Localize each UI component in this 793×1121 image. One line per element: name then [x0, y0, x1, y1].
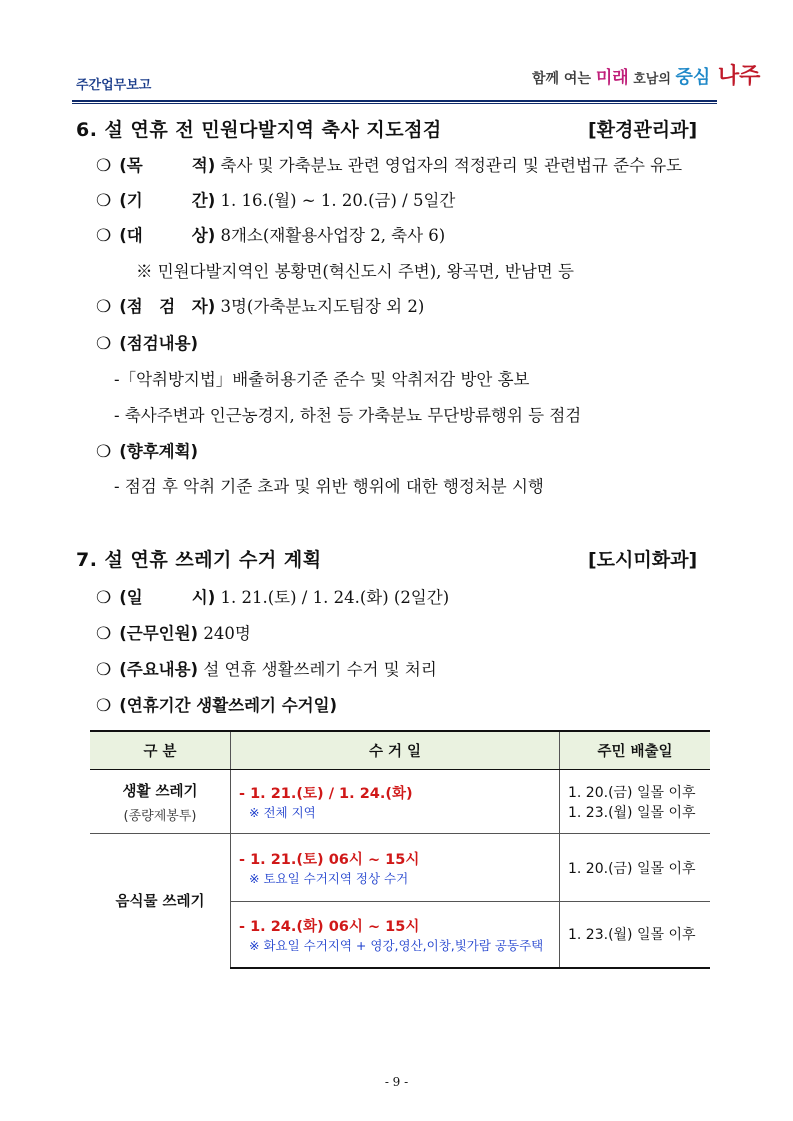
content-label: (점검내용)	[119, 334, 199, 353]
circle-bullet-icon: ❍	[96, 442, 112, 462]
circle-bullet-icon: ❍	[96, 297, 112, 317]
circle-bullet-icon: ❍	[96, 191, 112, 211]
main-label: (주요내용)	[119, 660, 199, 679]
table-header-row	[90, 731, 710, 770]
collection-cell	[231, 834, 560, 902]
section6-target	[96, 222, 445, 246]
section7-staff	[96, 620, 251, 644]
section6-period	[96, 187, 455, 211]
purpose-label: (목 적)	[119, 156, 216, 175]
city-slogan-logo	[532, 55, 761, 97]
staff-label: (근무인원)	[119, 624, 199, 643]
circle-bullet-icon: ❍	[96, 696, 112, 716]
collection-cell	[231, 770, 560, 834]
holiday-label: (연휴기간 생활쓰레기 수거일)	[119, 696, 338, 715]
period-label: (기 간)	[119, 191, 216, 210]
target-text: 8개소(재활용사업장 2, 축사 6)	[220, 226, 446, 245]
circle-bullet-icon: ❍	[96, 156, 112, 176]
section6-dept: [환경관리과]	[588, 119, 698, 141]
section6-plan-heading	[96, 438, 198, 462]
header-discharge-date: 주민 배출일	[560, 731, 711, 770]
plan-label: (향후계획)	[119, 442, 199, 461]
plan-item: - 점검 후 악취 기준 초과 및 위반 행위에 대한 행정처분 시행	[114, 477, 544, 496]
target-label: (대 상)	[119, 226, 216, 245]
section6-purpose	[96, 152, 682, 176]
category-name: 생활 쓰레기	[122, 783, 198, 800]
collection-date: - 1. 24.(화) 06시 ~ 15시	[239, 918, 420, 935]
discharge-date: 1. 23.(월) 일몰 이후	[568, 927, 696, 944]
inspector-label: (점 검 자)	[119, 297, 216, 316]
collection-note: ※ 전체 지역	[249, 805, 316, 820]
discharge-cell	[560, 902, 711, 968]
circle-bullet-icon: ❍	[96, 334, 112, 354]
section6-inspector	[96, 293, 424, 317]
collection-schedule-table	[90, 730, 710, 969]
collection-date: - 1. 21.(토) 06시 ~ 15시	[239, 852, 420, 868]
section7-title: 7. 설 연휴 쓰레기 수거 계획	[76, 549, 322, 571]
circle-bullet-icon: ❍	[96, 660, 112, 680]
inspector-text: 3명(가축분뇨지도팀장 외 2)	[220, 297, 425, 316]
date-label: (일 시)	[119, 588, 216, 607]
logo-part-3: 호남의	[628, 72, 676, 87]
page-number: - 9 -	[384, 1075, 409, 1089]
section6-content-heading	[96, 330, 198, 354]
header-divider-thin	[72, 103, 717, 104]
discharge-date: 1. 20.(금) 일몰 이후	[568, 860, 696, 877]
logo-part-4: 중심	[675, 67, 711, 88]
table-row	[90, 770, 710, 834]
logo-part-1: 함께 여는	[532, 71, 596, 87]
circle-bullet-icon: ❍	[96, 624, 112, 644]
section7-dept: [도시미화과]	[588, 549, 698, 571]
content-item: - 축사주변과 인근농경지, 하천 등 가축분뇨 무단방류행위 등 점검	[114, 406, 582, 425]
section7-main	[96, 656, 437, 680]
circle-bullet-icon: ❍	[96, 588, 112, 608]
category-cell: 음식물 쓰레기	[90, 834, 231, 968]
header-category: 구 분	[90, 731, 231, 770]
table-row	[90, 834, 710, 902]
header-divider	[72, 100, 717, 102]
discharge-cell	[560, 770, 711, 834]
collection-note: ※ 화요일 수거지역 + 영강,영산,이창,빛가람 공동주택	[249, 937, 544, 953]
header-collection-date: 수 거 일	[231, 731, 560, 770]
target-note: ※ 민원다발지역인 봉황면(혁신도시 주변), 왕곡면, 반남면 등	[136, 262, 574, 281]
main-text: 설 연휴 생활쓰레기 수거 및 처리	[203, 660, 437, 679]
report-label: 주간업무보고	[76, 78, 152, 93]
collection-cell	[231, 902, 560, 968]
category-cell	[90, 770, 231, 834]
logo-part-2: 미래	[595, 68, 629, 88]
discharge-date: 1. 20.(금) 일몰 이후	[568, 784, 696, 801]
content-item: -「악취방지법」배출허용기준 준수 및 악취저감 방안 홍보	[114, 370, 530, 389]
collection-date: - 1. 21.(토) / 1. 24.(화)	[239, 786, 413, 802]
section7-holiday-heading	[96, 692, 337, 716]
date-text: 1. 21.(토) / 1. 24.(화) (2일간)	[220, 588, 450, 607]
section7-date	[96, 584, 449, 608]
collection-note: ※ 토요일 수거지역 정상 수거	[249, 871, 409, 886]
logo-part-5: 나주	[710, 63, 761, 89]
period-text: 1. 16.(월) ~ 1. 20.(금) / 5일간	[220, 191, 456, 210]
purpose-text: 축사 및 가축분뇨 관련 영업자의 적정관리 및 관련법규 준수 유도	[220, 156, 683, 175]
staff-text: 240명	[203, 624, 251, 643]
discharge-date: 1. 23.(월) 일몰 이후	[568, 804, 696, 821]
circle-bullet-icon: ❍	[96, 226, 112, 246]
section6-title: 6. 설 연휴 전 민원다발지역 축사 지도점검	[76, 119, 442, 141]
discharge-cell	[560, 834, 711, 902]
category-sub: (종량제봉투)	[123, 808, 197, 824]
